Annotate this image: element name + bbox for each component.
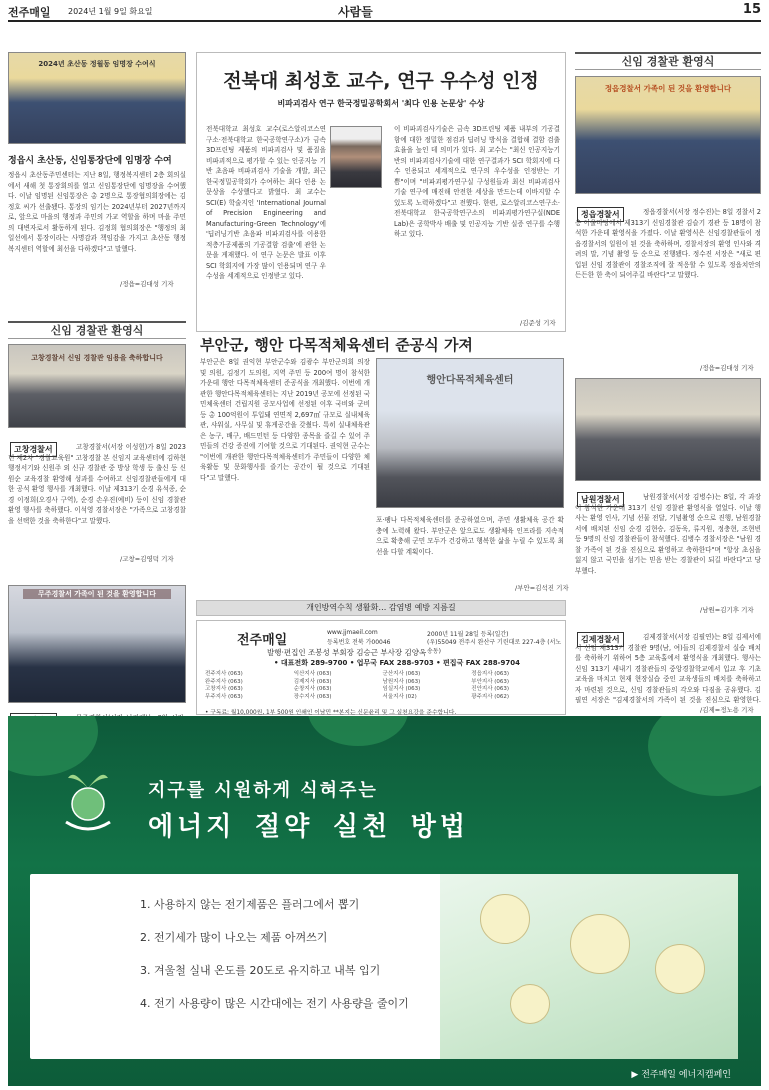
photo-overlay-text: 행안다목적체육센터	[426, 375, 514, 386]
decor-leaf-shape	[648, 716, 761, 796]
gimje-tag: 김제경찰서	[577, 632, 624, 647]
gimje-body: 김제경찰서(서장 김필연)는 8일 김제서에서 신임 제313기 경찰관 9명(남, 여)들의 김제경찰서 실습 배치를 축하하기 위하여 5층 교육홀에서 환영식을 개최했다. 행사는 신임 313기 새내기 경찰관들의 중앙경찰학교에서 입교 후 기초교육을 마치고 현재 현장실습 중인 교육생들의 배치를 축하하고자 마련된 것으로, 신임 경찰관들의 각오와 다짐을 공유했다. 김필연 서장은 "김제경찰서의 가족이 된 것을 진심으로 환영한다.	[575, 633, 761, 704]
choosan-ceremony-photo	[8, 52, 186, 144]
imprint-addr2: (우)55049 전주시 완산구 기린대로 227-4층 (서노송동)	[427, 639, 562, 655]
main-article-col2: 이 비파괴검사기술은 금속 3D프린팅 제품 내부의 기공결함에 대한 정밀한 점검과 딥러닝 방식을 결합해 결함 검출 효율을 높인 데 의미가 있다. 최 교수는 "최신 인공지능기반의 비파괴검사기술에 대한 연구결과가 SCI 학회지에 다수 인용되고 세계적으로 연구의 우수성을 인정받는 기쁨"이며 "비파괴평가연구실 구성원들과 최신 비파괴검사 기술 연구에 매진해 안전한 세상을 만드는데 이바지할 수 있도록 노력하겠다"고 전했다. 한편, 로스알리코스연구소·전북대학교 한국공학연구소의 비파괴평가연구실(NDE Lab)은 공학박사 배출 및 인공지능 기반 실증 연구를 수행하고 있다.	[394, 125, 560, 238]
namwon-tag: 남원경찰서	[577, 492, 624, 507]
choosan-byline: /정읍=김대성 기자	[120, 280, 174, 288]
decor-leaf-shape	[308, 716, 408, 746]
main-article-byline: /김준성 기자	[520, 319, 556, 327]
ad-headline-top: 지구를 시원하게 식혀주는	[148, 780, 378, 801]
imprint-name: 전주매일	[237, 633, 288, 648]
gochang-police-photo	[8, 344, 186, 428]
imprint-reg: 등록번호 전북 가00046	[327, 639, 391, 646]
jeongeup-police-photo	[575, 76, 761, 194]
gochang-byline: /고창=김영덕 기자	[120, 555, 174, 563]
ad-footer: ▶ 전주매일 에너지캠페인	[631, 1070, 731, 1080]
bureau-entry: 남원지사 (063)	[382, 678, 421, 685]
bureau-entry: 장수지사 (063)	[293, 693, 332, 700]
tip-item: 4. 전기 사용량이 많은 시간대에는 전기 사용량을 줄이기	[140, 997, 409, 1010]
paper-imprint	[196, 620, 566, 715]
bureau-entry: 고창지사 (063)	[205, 686, 243, 693]
bulb-icon	[510, 984, 550, 1024]
imprint-staff: 발행·편집인 조봉성 부회장 김승근 부사장 김양옥	[267, 648, 427, 657]
bureau-entry: 완주지사 (063)	[205, 678, 243, 685]
bulbs-illustration	[440, 874, 738, 1059]
main-article-subtitle: 비파괴검사 연구 한국정밀공학회서 '최다 인용 논문상' 수상	[277, 99, 485, 108]
globe-hand-icon	[58, 766, 118, 836]
photo-overlay-text: 고창경찰서 신임 경찰관 임용을 축하합니다	[31, 354, 163, 362]
second-article-title: 부안군, 행안 다목적체육센터 준공식 가져	[200, 336, 473, 354]
second-article-col1: 부안군은 8일 권익현 부안군수와 김광수 부안군의회 의장 및 의원, 김정기 도의원, 지역 주민 등 200여 명이 참석한 가운데 행안 다목적체육센터 준공식을 개최했다. 이번에 개관한 행안다목적체육센터는 지난 2019년 공모에 선정된 국민체육센터 건립지원 공모사업에 선정된 이후 국비와 군비 등 총 100억원이 투입돼 연면적 2,697㎡ 규모로 실내체육관, 샤워실, 사무실 및 휴게공간을 갖췄다. 특히 실내체육관은 농구, 배구, 배드민턴 등 다양한 종목을 즐길 수 있어 주민들의 건강 증진에 기여할 것으로 기대된다. 권익현 군수는 "이번에 개관한 행안다목적체육센터가 주민들이 다양한 체육활동 및 문화행사를 즐기는 공간이 될 것으로 기대된다"고 말했다.	[200, 358, 370, 482]
choosan-caption: 정읍시 초산동, 신임통장단에 임명장 수여	[8, 156, 172, 166]
namwon-police-photo	[575, 378, 761, 481]
left-section-title: 신임 경찰관 환영식	[8, 321, 186, 339]
bulb-icon	[655, 944, 705, 994]
sports-center-photo	[376, 358, 564, 508]
photo-overlay-text: 정읍경찰서 가족이 된 것을 환영합니다	[604, 84, 732, 93]
tip-item: 1. 사용하지 않는 전기제품은 플러그에서 뽑기	[140, 898, 360, 911]
gochang-tag: 고창경찰서	[10, 442, 57, 457]
gimje-byline: /김제=정노용 기자	[700, 706, 754, 714]
jeongeup-byline: /정읍=김대성 기자	[700, 364, 754, 372]
photo-overlay-text: 무주경찰서 가족이 된 것을 환영합니다	[23, 589, 171, 599]
bureau-entry: 정읍지사 (063)	[471, 671, 510, 677]
bureau-entry: 임실지사 (063)	[382, 686, 421, 693]
namwon-body: 남원경찰서(서장 김병수)는 8일, 각 과장이 참석한 가운데 313기 신임 경찰관 환영식을 열었다. 이날 행사는 환영 인사, 기념 선물 전달, 기념촬영 순으로 진행, 남원경찰서에 배치된 신임 순경 김현승, 김동욱, 류지원, 정충현, 조현빈 등 9명의 신임 경찰관들이 참석했다. 김병수 경찰서장은 "남원 경찰 가족이 된 것을 진심으로 환영하고 축하한다"며 "항상 초심을 잃지 않고 국민을 섬기는 믿음 받는 경찰관이 되길 바란다"고 당부했다.	[575, 493, 761, 575]
second-article-byline: /부안=김석진 기자	[515, 584, 569, 592]
bureau-entry: 광주지사 (062)	[471, 693, 510, 700]
bulb-icon	[480, 894, 530, 944]
paper-name: 전주매일	[8, 6, 51, 19]
namwon-byline: /남원=김기후 기자	[700, 606, 754, 614]
bureau-entry: 서울지사 (02)	[382, 693, 417, 700]
page-number: 15	[742, 2, 761, 17]
section-name: 사람들	[338, 5, 373, 19]
energy-tips-list	[140, 896, 440, 1028]
jeongeup-tag: 정읍경찰서	[577, 207, 624, 222]
imprint-footer: • 구독료: 월10,000원, 1부 500원 인쇄인 이남민 **본지는 신문윤리 및 그 실천요강을 준수합니다.	[205, 710, 457, 716]
page-header	[8, 4, 761, 22]
second-article-col2: 포·팽나 다목적체육센터를 준공하였으며, 주민 생활체육 공간 확충에 노력해 왔다. 부안군은 앞으로도 생활체육 인프라를 지속적으로 확충해 군민 모두가 건강하고 행복한 삶을 누릴 수 있도록 최선을 다할 계획이다.	[376, 516, 564, 556]
jeongeup-body: 정읍경찰서(서장 정수진)는 8일 경찰서 2층 어울마당에서 제313기 신임경찰관 김슬기 경관 등 18명이 참석한 가운데 환영식을 가졌다. 이날 환영식은 신임경찰관들이 정읍경찰서의 일원이 된 것을 축하하며, 경찰서장의 환영 인사와 격려의 말, 기념 촬영 등 순으로 진행됐다. 정수진 서장은 "새로 편입된 신임 경찰관이 경찰조직에 잘 적응할 수 있도록 정읍치안의 든든한 한 축이 되어주길 바란다"고 말했다.	[575, 208, 761, 279]
main-article-title: 전북대 최성호 교수, 연구 우수성 인정	[223, 70, 539, 92]
ad-headline-main: 에너지 절약 실천 방법	[148, 812, 470, 842]
bureau-entry: 부안지사 (063)	[471, 678, 510, 685]
right-section-title: 신임 경찰관 환영식	[575, 52, 761, 70]
campaign-banner: 개인방역수칙 생활화… 감염병 예방 지름길	[196, 600, 566, 616]
bureau-entry: 김제지사 (063)	[293, 678, 332, 685]
choosan-body: 정읍시 초산동주민센터는 지난 8일, 행정복지센터 2층 회의실에서 새해 첫 통장회의를 열고 신임통장단에 임명장을 수여했다. 이날 임명된 신임통장은 총 2명으로 통장협의회장에는 김정호 씨가 선출됐다. 통장의 임기는 2024년부터 2027년까지로, 앞으로 마을의 행정과 주민의 가교 역할을 하며 마을 주민의 대변자로서 활동하게 된다. 김정희 협의회장은 "행정의 최일선에서 통장이라는 사명감과 책임감을 가지고 초산동 행정복지센터 역할에 최선을 다하겠다"고 말했다.	[8, 171, 186, 253]
bulb-icon	[570, 914, 630, 974]
photo-overlay-text: 2024년 초산동 정월동 임명장 수여식	[38, 60, 156, 68]
bureau-entry: 진안지사 (063)	[471, 686, 510, 693]
imprint-addr: 2000년 11월 28일 등록(일간)	[427, 631, 509, 638]
issue-date: 2024년 1월 9일 화요일	[68, 7, 153, 16]
energy-campaign-ad	[8, 716, 761, 1086]
gochang-body: 고창경찰서(서장 이성헌)가 8일 2023년 제2차 "경찰교육원" 고창경찰 본 신임지 교육센터에 김하현 행정서기와 신원주 외 신규 경찰관 중 방상 학생 등 출신 등 신원순 교육경찰 환영해 성과를 수여하고 신임경찰관들에게 대한 공석 환영 행사를 개최했다. 이날 제313기 순경 유석종, 순경 이정희(오경사 구역), 순경 손우진(예비) 등이 신임 경찰관 환영 행사를 축하했다. 이석영 경찰서장은 "가족으로 고창경찰을 선택한 것을 축하한다"고 말했다.	[8, 443, 186, 525]
tip-item: 2. 전기세가 많이 나오는 제품 아껴쓰기	[140, 931, 328, 944]
ad-tips-card	[30, 874, 738, 1059]
bureau-entry: 익산지사 (063)	[293, 671, 332, 677]
muju-police-photo	[8, 585, 186, 703]
tip-item: 3. 겨울철 실내 온도를 20도로 유지하고 내복 입기	[140, 964, 381, 977]
bureau-entry: 전주지사 (063)	[205, 671, 243, 677]
bureau-entry: 무주지사 (063)	[205, 693, 243, 700]
bureau-entry: 군산지사 (063)	[382, 671, 421, 677]
imprint-phones: • 대표전화 289-9700 • 업무국 FAX 288-9703 • 편집국 FAX 288-9704	[274, 659, 520, 667]
bureau-entry: 순창지사 (063)	[293, 686, 332, 693]
imprint-bureaus	[205, 671, 560, 701]
imprint-url: www.jjmaeil.com	[327, 629, 378, 636]
main-article-col1: 전북대학교 최성호 교수(로스알리코스연구소·전북대학교 한국공학연구소)가 금속 3D프린팅 제품의 비파괴검사 및 품질을 비파괴적으로 평가할 수 있는 인공지능 기반 초음파 비파괴검사 기술을 개발, 최근 한국정밀공학회가 수여하는 최다 인용 논문상을 수상했다고 밝혔다. 최 교수는 SCI(E) 학술지인 'International Journal of Precision Engineering and Manufacturing-Green Technology'에 '딥러닝기반 초음파 비파괴검사를 이용한 적층가공제품의 기공결함 검출'에 관한 논문을 게재했다. 이 연구 논문은 발표 이후 SCI 학회지에 가장 많이 인용되며 연구 우수성을 세계적으로 인정받고 있다.	[206, 125, 326, 280]
